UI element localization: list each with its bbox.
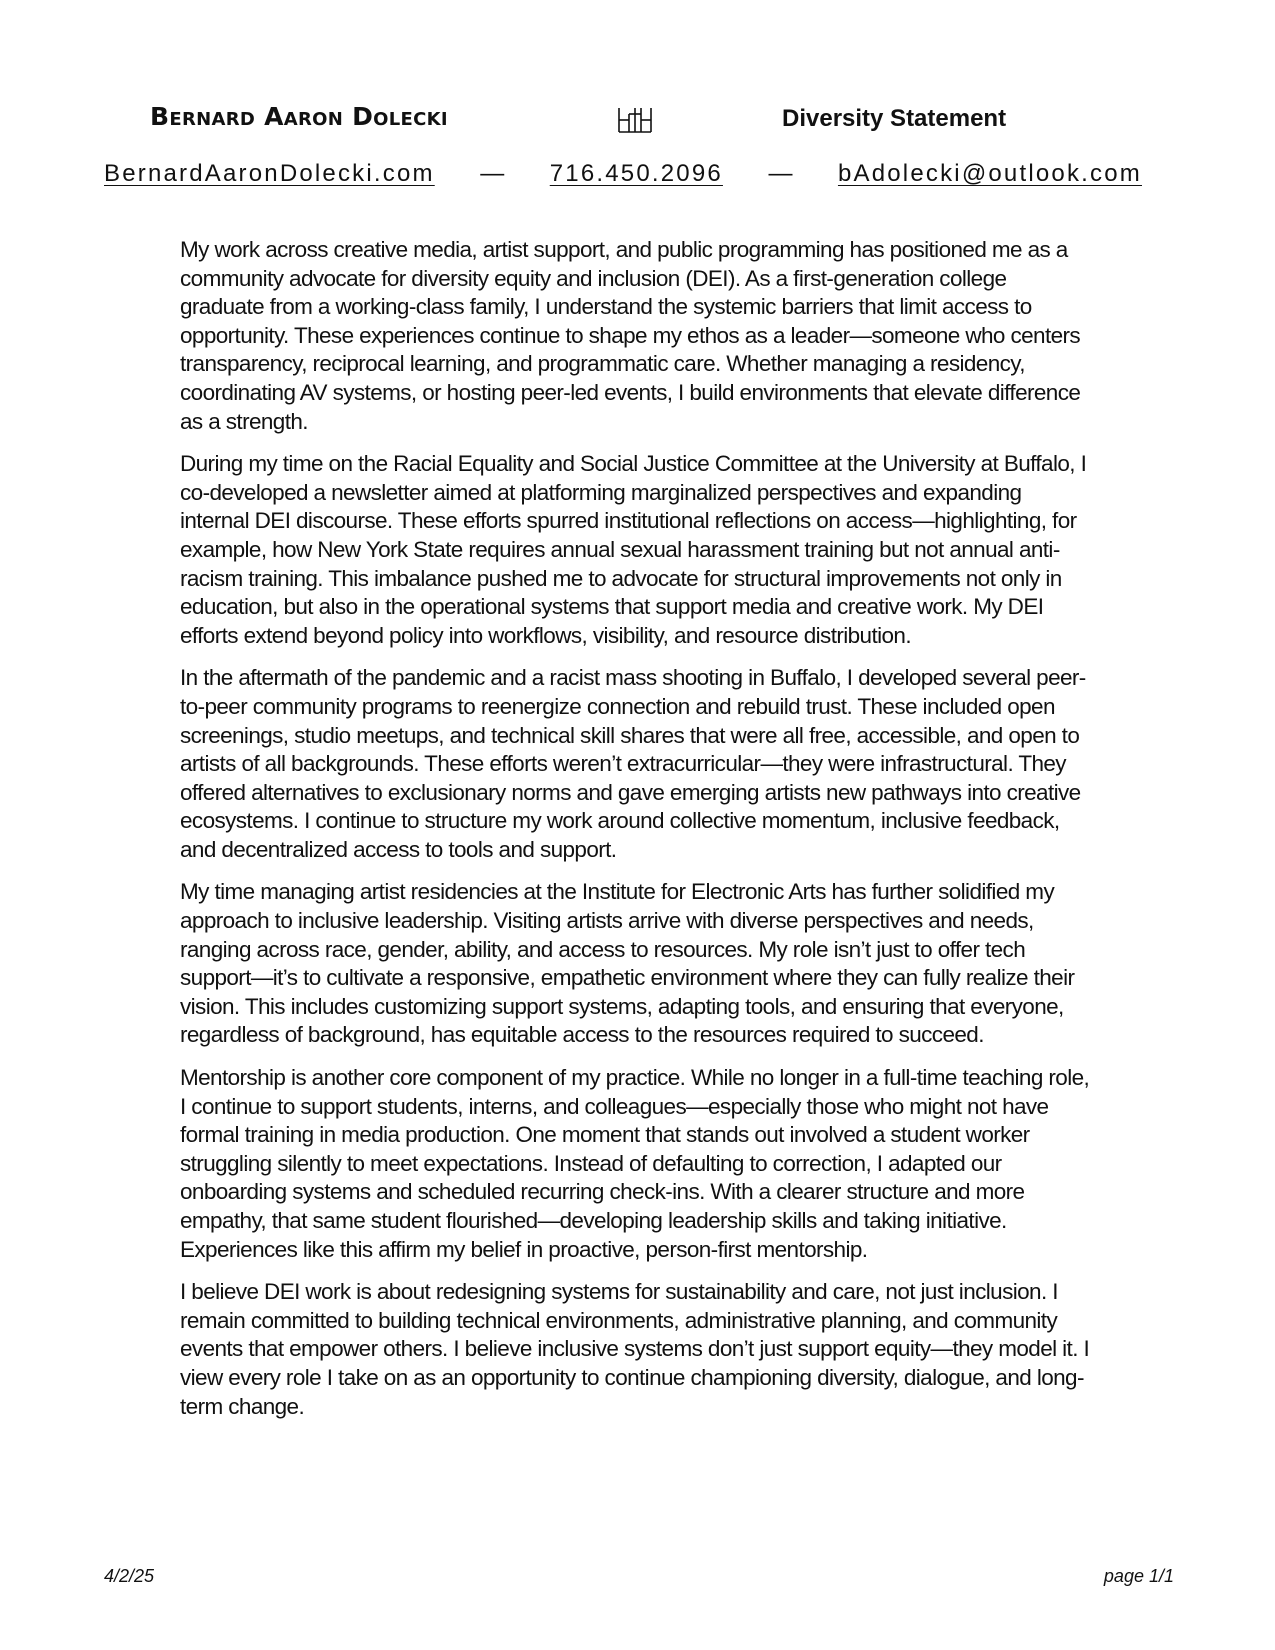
document-header [0,102,1275,142]
website-link[interactable]: BernardAaronDolecki.com [104,160,435,187]
footer-date: 4/2/25 [104,1566,155,1586]
paragraph: My work across creative media, artist support, and public programming has positioned me as a community advocate for diversity equity and inclusion (DEI). As a first-generation college graduate from a working-class family, I understand the systemic barriers that limit access to opportunity. These experiences continue to shape my ethos as a leader—someone who centers transparency, reciprocal learning, and programmatic care. Whether managing a residency, coordinating AV systems, or hosting peer-led events, I build environments that elevate difference as a strength. [180,237,1081,434]
email-link[interactable]: bAdolecki@outlook.com [837,160,1142,187]
paragraph: My time managing artist residencies at the Institute for Electronic Arts has further solidified my approach to inclusive leadership. Visiting artists arrive with diverse perspectives and needs, ranging across race, gender, ability, and access to resources. My role isn’t just to offer tech support—it’s to cultivate a responsive, empathetic environment where they can fully realize their vision. This includes customizing support systems, adapting tools, and ensuring that everyone, regardless of background, has equitable access to the resources required to succeed. [180,879,1075,1048]
page-number: page 1/1 [1103,1566,1174,1586]
monogram-logo-icon [616,106,654,134]
statement-body [180,236,1095,1435]
contact-separator: — [480,160,505,187]
paragraph: Mentorship is another core component of my practice. While no longer in a full-time teaching role, I continue to support students, interns, and colleagues—especially those who might not have formal training in media production. One moment that stands out involved a student worker struggling silently to meet expectations. Instead of defaulting to correction, I adapted our onboarding systems and scheduled recurring check-ins. With a clearer structure and more empathy, that same student flourished—developing leadership skills and taking initiative. Experiences like this affirm my belief in proactive, person-first mentorship. [180,1065,1090,1262]
document-title: Diversity Statement [782,105,1007,132]
paragraph: In the aftermath of the pandemic and a racist mass shooting in Buffalo, I developed several peer-to-peer community programs to reenergize connection and rebuild trust. These included open screenings, studio meetups, and technical skill shares that were all free, accessible, and open to artists of all backgrounds. These efforts weren’t extracurricular—they were infrastructural. They offered alternatives to exclusionary norms and gave emerging artists new pathways into creative ecosystems. I continue to structure my work around collective momentum, inclusive feedback, and decentralized access to tools and support. [180,665,1086,862]
contact-separator: — [768,160,793,187]
phone-link[interactable]: 716.450.2096 [549,160,723,187]
paragraph: I believe DEI work is about redesigning systems for sustainability and care, not just inclusion. I remain committed to building technical environments, administrative planning, and community events that empower others. I believe inclusive systems don’t just support equity—they model it. I view every role I take on as an opportunity to continue championing diversity, dialogue, and long-term change. [180,1279,1090,1419]
contact-line [104,160,1142,196]
paragraph: During my time on the Racial Equality and Social Justice Committee at the University at Buffalo, I co-developed a newsletter aimed at platforming marginalized perspectives and expanding internal DEI discourse. These efforts spurred institutional reflections on access—highlighting, for example, how New York State requires annual sexual harassment training but not annual anti-racism training. This imbalance pushed me to advocate for structural improvements not only in education, but also in the operational systems that support media and creative work. My DEI efforts extend beyond policy into workflows, visibility, and resource distribution. [180,451,1087,648]
author-name: Bernard Aaron Dolecki [150,102,448,131]
